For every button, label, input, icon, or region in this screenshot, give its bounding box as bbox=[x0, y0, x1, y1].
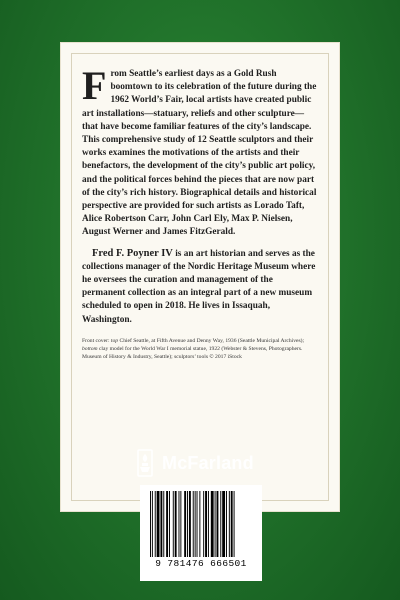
barcode-bar bbox=[203, 491, 204, 557]
barcode-bar bbox=[173, 491, 174, 557]
author-bio bbox=[82, 247, 318, 327]
barcode-bar bbox=[199, 491, 200, 557]
credits-part-1: Chief Seattle, at Fifth Avenue and Denny Way, 1936 (Seattle Municipal Archives); bbox=[118, 337, 305, 344]
barcode-bar bbox=[157, 491, 160, 557]
credits-lead: Front cover: bbox=[82, 337, 111, 344]
dropcap-letter: F bbox=[82, 63, 107, 108]
barcode-bar bbox=[179, 491, 180, 557]
barcode-bar bbox=[220, 491, 221, 557]
barcode-bar bbox=[189, 491, 191, 557]
barcode-bar bbox=[169, 491, 170, 557]
cover-credits bbox=[82, 337, 318, 361]
barcode-bar bbox=[166, 491, 168, 557]
author-name: Fred F. Poyner IV bbox=[92, 247, 173, 259]
barcode-bar bbox=[175, 491, 177, 557]
isbn-barcode bbox=[140, 485, 262, 581]
barcode-bar bbox=[217, 491, 219, 557]
text-panel-frame bbox=[71, 53, 329, 501]
book-description bbox=[82, 63, 318, 240]
barcode-bar bbox=[231, 491, 233, 557]
isbn-number: 9 781476 666501 bbox=[155, 558, 247, 569]
barcode-bar bbox=[222, 491, 225, 557]
author-bio-text: is an art historian and serves as the collections manager of the Nordic Heritage Museum where he oversees the curation and management of the permanent collection as an integral part of a new museum scheduled to open in 2018. He lives in Issaquah, Washington. bbox=[82, 248, 316, 325]
barcode-bar bbox=[197, 491, 198, 557]
barcode-bar bbox=[155, 491, 156, 557]
barcode-bar bbox=[160, 491, 162, 557]
text-panel bbox=[60, 42, 340, 512]
barcode-bar bbox=[187, 491, 188, 557]
barcode-bar bbox=[205, 491, 207, 557]
barcode-bar bbox=[152, 491, 153, 557]
barcode-bar bbox=[226, 491, 227, 557]
credits-bottom-label: bottom bbox=[82, 345, 98, 352]
barcode-bar bbox=[150, 491, 151, 557]
barcode-bar bbox=[215, 491, 216, 557]
publisher-name: McFarland bbox=[162, 452, 254, 473]
barcode-bar bbox=[184, 491, 186, 557]
barcode-bar bbox=[208, 491, 209, 557]
barcode-bar bbox=[229, 491, 230, 557]
credits-top-label: top bbox=[110, 337, 119, 344]
barcode-bar bbox=[180, 491, 181, 557]
barcode-bar bbox=[193, 491, 194, 557]
lamp-icon bbox=[134, 448, 156, 478]
credits-part-2: clay model for the World War I memorial statue, 1922 (Webster & Stevens, Photographers. Museum of History & Industry, Seattle); sculptors’ tools © 2017 iStock bbox=[82, 345, 303, 360]
description-text: rom Seattle’s earliest days as a Gold Rush boomtown to its celebration of the future during the 1962 World’s Fair, local artists have created public art installations—statuary, reliefs and other sculpture—that have become familiar features of the city’s landscape. This comprehensive study of 12 Seattle sculptors and their works examines the motivations of the artists and their benefactors, the development of the city’s public art policy, and the political forces behind the pieces that are now part of the city’s rich history. Biographical details and historical perspective are provided for such artists as Lorado Taft, Alice Robertson Carr, John Carl Ely, Max P. Nielsen, August Werner and James FitzGerald. bbox=[82, 69, 317, 238]
barcode-bar bbox=[234, 491, 235, 557]
barcode-bar bbox=[211, 491, 214, 557]
publisher-logo bbox=[134, 446, 254, 480]
barcode-bar bbox=[163, 491, 164, 557]
barcode-bars bbox=[148, 491, 254, 557]
barcode-bar bbox=[195, 491, 196, 557]
